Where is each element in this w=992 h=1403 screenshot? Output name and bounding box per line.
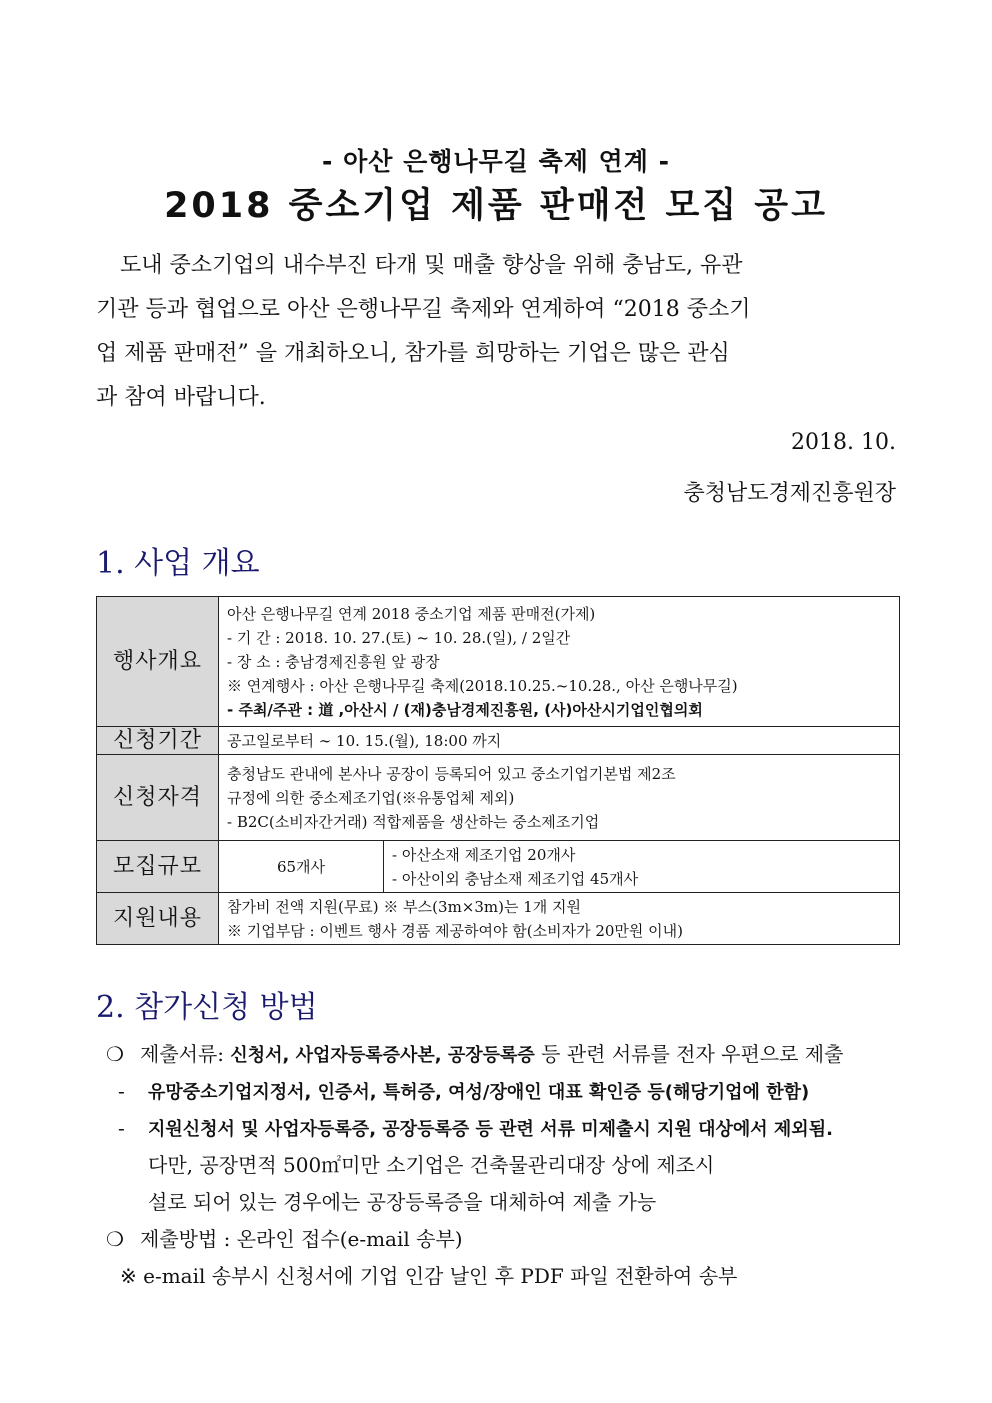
intro-paragraph	[96, 244, 896, 420]
table-row	[97, 841, 900, 893]
document-title: 2018 중소기업 제품 판매전 모집 공고	[164, 186, 828, 226]
issue-date: 2018. 10.	[791, 430, 896, 455]
list-item: 다만, 공장면적 500㎡미만 소기업은 건축물관리대장 상에 제조시	[148, 1153, 715, 1177]
list-item: ❍ 제출방법 : 온라인 접수(e-mail 송부)	[106, 1221, 896, 1258]
list-item: ※ e-mail 송부시 신청서에 기업 인감 날인 후 PDF 파일 전환하여 송부	[120, 1264, 738, 1288]
section-heading: 2. 참가신청 방법	[96, 990, 318, 1025]
circle-bullet-icon: ❍	[106, 1042, 124, 1066]
table-row	[97, 893, 900, 945]
row-header: 지원내용	[97, 893, 219, 945]
document-subtitle: - 아산 은행나무길 축제 연계 -	[322, 147, 670, 176]
row-content: 참가비 전액 지원(무료) ※ 부스(3m×3m)는 1개 지원 ※ 기업부담 : 이벤트 행사 경품 제공하여야 함(소비자가 20만원 이내)	[219, 893, 900, 945]
list-item: 설로 되어 있는 경우에는 공장등록증을 대체하여 제출 가능	[148, 1190, 657, 1214]
application-method-list	[106, 1036, 896, 1295]
issuer-org: 충청남도경제진흥원장	[683, 481, 896, 506]
row-header: 신청기간	[97, 727, 219, 755]
circle-bullet-icon: ❍	[106, 1227, 124, 1251]
list-item: - 지원신청서 및 사업자등록증, 공장등록증 등 관련 서류 미제출시 지원 대상에서 제외됨.	[118, 1116, 833, 1140]
list-item: - 유망중소기업지정서, 인증서, 특허증, 여성/장애인 대표 확인증 등(해당기업에 한함)	[118, 1079, 810, 1103]
intro-line: 도내 중소기업의 내수부진 타개 및 매출 향상을 위해 충남도, 유관	[120, 253, 743, 278]
row-header: 모집규모	[97, 841, 219, 893]
row-content: 아산 은행나무길 연계 2018 중소기업 제품 판매전(가제) - 기 간 : 2018. 10. 27.(토) ~ 10. 28.(일), / 2일간 - 장 소 : 충남경제진흥원 앞 광장 ※ 연계행사 : 아산 은행나무길 축제(2018.10.25.~10.28., 아산 은행나무길) - 주최/주관 : 道 ,아산시 / (재)충남경제진흥원, (사)아산시기업인협의회	[219, 597, 900, 727]
intro-line: 과 참여 바랍니다.	[96, 385, 266, 410]
row-content: 65개사	[219, 841, 384, 893]
list-item: ❍ 제출서류: 신청서, 사업자등록증사본, 공장등록증 등 관련 서류를 전자 우편으로 제출	[106, 1036, 896, 1073]
table-row	[97, 597, 900, 727]
row-header: 신청자격	[97, 755, 219, 841]
row-content: 충청남도 관내에 본사나 공장이 등록되어 있고 중소기업기본법 제2조 규정에 의한 중소제조기업(※유통업체 제외) - B2C(소비자간거래) 적합제품을 생산하는 중소제조기업	[219, 755, 900, 841]
row-content: - 아산소재 제조기업 20개사 - 아산이외 충남소재 제조기업 45개사	[384, 841, 900, 893]
overview-table	[96, 596, 900, 945]
row-header: 행사개요	[97, 597, 219, 727]
table-row	[97, 727, 900, 755]
row-content: 공고일로부터 ∼ 10. 15.(월), 18:00 까지	[219, 727, 900, 755]
intro-line: 업 제품 판매전” 을 개최하오니, 참가를 희망하는 기업은 많은 관심	[96, 341, 730, 366]
table-row	[97, 755, 900, 841]
section-heading: 1. 사업 개요	[96, 546, 260, 581]
intro-line: 기관 등과 협업으로 아산 은행나무길 축제와 연계하여 “2018 중소기	[96, 297, 751, 322]
